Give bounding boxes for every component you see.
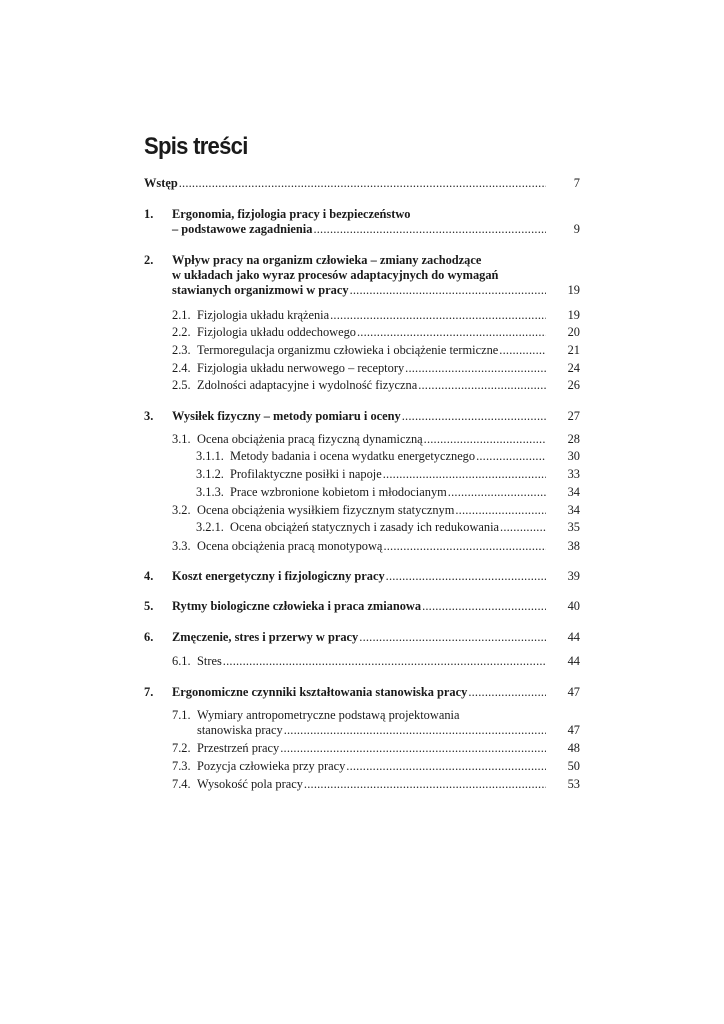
toc-entry-page-number: 33 <box>567 467 580 481</box>
toc-entry-title: Fizjologia układu krążenia <box>197 308 330 322</box>
toc-entry-page-number: 47 <box>567 685 580 699</box>
dot-leader <box>476 449 546 464</box>
toc-entry-number: 3.2. <box>172 503 191 517</box>
toc-entry-title: Ocena obciążenia wysiłkiem fizycznym statycznym <box>197 503 455 517</box>
toc-entry[interactable] <box>144 378 580 393</box>
toc-entry-number: 2.2. <box>172 325 191 339</box>
toc-entry[interactable] <box>144 599 580 614</box>
toc-entry-title: Zdolności adaptacyjne i wydolność fizyczna <box>197 378 418 392</box>
toc-entry[interactable] <box>144 539 580 554</box>
toc-entry-number: 3.1.1. <box>196 449 224 463</box>
toc-entry-page-number: 53 <box>567 777 580 791</box>
toc-entry-title: Stres <box>197 654 222 668</box>
toc-entry-page-number: 50 <box>567 759 580 773</box>
dot-leader <box>346 759 546 774</box>
toc-entry-title: stanowiska pracy <box>197 723 283 737</box>
dot-leader <box>304 777 546 792</box>
dot-leader <box>179 176 546 191</box>
toc-entry[interactable] <box>144 467 580 482</box>
toc-entry-page-number: 38 <box>567 539 580 553</box>
toc-entry-number: 3.3. <box>172 539 191 553</box>
toc-entry[interactable] <box>144 409 580 424</box>
toc-entry[interactable] <box>144 630 580 645</box>
toc-entry-text-line: w układach jako wyraz procesów adaptacyjnych do wymagań <box>172 268 499 282</box>
dot-leader <box>500 520 546 535</box>
toc-entry-page-number: 19 <box>567 283 580 297</box>
toc-entry-number: 6. <box>144 630 154 644</box>
dot-leader <box>424 432 546 447</box>
toc-entry-number: 5. <box>144 599 154 613</box>
dot-leader <box>330 308 546 323</box>
toc-entry-number: 7.3. <box>172 759 191 773</box>
dot-leader <box>383 467 546 482</box>
toc-entry-text-line: Ergonomia, fizjologia pracy i bezpieczeństwo <box>172 207 411 221</box>
toc-entry-number: 2.5. <box>172 378 191 392</box>
dot-leader <box>359 630 546 645</box>
toc-entry[interactable] <box>144 654 580 669</box>
toc-entry-text-line: Wpływ pracy na organizm człowieka – zmiany zachodzące <box>172 253 482 267</box>
toc-entry-title: Przestrzeń pracy <box>197 741 280 755</box>
toc-entry-page-number: 34 <box>567 485 580 499</box>
toc-entry-title: Ergonomiczne czynniki kształtowania stanowiska pracy <box>172 685 468 699</box>
toc-entry-title: Prace wzbronione kobietom i młodocianym <box>230 485 447 499</box>
toc-entry-title: Ocena obciążenia pracą monotypową <box>197 539 383 553</box>
dot-leader <box>386 569 546 584</box>
toc-entry-number: 3.1.3. <box>196 485 224 499</box>
toc-entry[interactable] <box>144 207 580 237</box>
toc-entry-text-line: Wymiary antropometryczne podstawą projektowania <box>197 708 460 722</box>
dot-leader <box>313 222 546 237</box>
toc-entry[interactable] <box>144 449 580 464</box>
toc-entry[interactable] <box>144 325 580 340</box>
toc-entry-page-number: 40 <box>567 599 580 613</box>
toc-entry-page-number: 19 <box>567 308 580 322</box>
toc-entry[interactable] <box>144 777 580 792</box>
toc-entry[interactable] <box>144 708 580 738</box>
toc-entry-number: 3. <box>144 409 154 423</box>
dot-leader <box>499 343 546 358</box>
toc-entry-title: stawianych organizmowi w pracy <box>172 283 349 297</box>
toc-entry[interactable] <box>144 503 580 518</box>
toc-entry-page-number: 48 <box>567 741 580 755</box>
toc-entry-title: Rytmy biologiczne człowieka i praca zmianowa <box>172 599 422 613</box>
toc-entry-number: 7.4. <box>172 777 191 791</box>
toc-entry-title: Wysokość pola pracy <box>197 777 303 791</box>
toc-entry-number: 7.2. <box>172 741 191 755</box>
dot-leader <box>422 599 546 614</box>
dot-leader <box>280 741 546 756</box>
toc-entry-page-number: 9 <box>573 222 580 236</box>
toc-entry-number: 7. <box>144 685 154 699</box>
toc-entry[interactable] <box>144 253 580 298</box>
toc-entry[interactable] <box>144 308 580 323</box>
dot-leader <box>357 325 546 340</box>
toc-entry-number: 4. <box>144 569 154 583</box>
toc-entry-page-number: 44 <box>567 630 580 644</box>
dot-leader <box>383 539 546 554</box>
toc-entry-title: Termoregulacja organizmu człowieka i obciążenie termiczne <box>197 343 499 357</box>
toc-entry-title: Wysiłek fizyczny – metody pomiaru i oceny <box>172 409 401 423</box>
toc-entry-page-number: 34 <box>567 503 580 517</box>
dot-leader <box>350 283 546 298</box>
toc-entry-number: 3.1.2. <box>196 467 224 481</box>
toc-entry-title: – podstawowe zagadnienia <box>172 222 313 236</box>
dot-leader <box>455 503 546 518</box>
toc-entry-title: Ocena obciążenia pracą fizyczną dynamiczną <box>197 432 423 446</box>
toc-entry-number: 7.1. <box>172 708 191 722</box>
toc-entry-page-number: 26 <box>567 378 580 392</box>
dot-leader <box>448 485 546 500</box>
dot-leader <box>402 409 546 424</box>
toc-entry-title: Fizjologia układu oddechowego <box>197 325 356 339</box>
dot-leader <box>223 654 546 669</box>
toc-entry-page-number: 44 <box>567 654 580 668</box>
dot-leader <box>284 723 546 738</box>
dot-leader <box>405 361 546 376</box>
toc-entry-page-number: 7 <box>573 176 580 190</box>
toc-entry-number: 6.1. <box>172 654 191 668</box>
toc-entry-number: 1. <box>144 207 154 221</box>
toc-entry-title: Ocena obciążeń statycznych i zasady ich redukowania <box>230 520 500 534</box>
toc-entry-number: 3.2.1. <box>196 520 224 534</box>
toc-entry[interactable] <box>144 741 580 756</box>
toc-entry-number: 2.3. <box>172 343 191 357</box>
toc-entry-page-number: 20 <box>567 325 580 339</box>
toc-entry[interactable] <box>144 361 580 376</box>
toc-entry-number: 3.1. <box>172 432 191 446</box>
toc-entry[interactable] <box>144 176 580 191</box>
toc-entry-number: 2.4. <box>172 361 191 375</box>
toc-entry-title: Metody badania i ocena wydatku energetycznego <box>230 449 476 463</box>
toc-entry[interactable] <box>144 343 580 358</box>
toc-entry[interactable] <box>144 485 580 500</box>
toc-entry-page-number: 39 <box>567 569 580 583</box>
toc-entry-title: Wstęp <box>144 176 178 190</box>
toc-entry-page-number: 47 <box>567 723 580 737</box>
toc-entry-title: Pozycja człowieka przy pracy <box>197 759 346 773</box>
toc-entry[interactable] <box>144 569 580 584</box>
toc-entry-page-number: 24 <box>567 361 580 375</box>
toc-entry-number: 2. <box>144 253 154 267</box>
toc-entry[interactable] <box>144 685 580 700</box>
toc-entry-page-number: 28 <box>567 432 580 446</box>
toc-entry-title: Fizjologia układu nerwowego – receptory <box>197 361 405 375</box>
toc-entry-title: Koszt energetyczny i fizjologiczny pracy <box>172 569 385 583</box>
toc-entry-page-number: 21 <box>567 343 580 357</box>
dot-leader <box>418 378 546 393</box>
toc-entry[interactable] <box>144 432 580 447</box>
toc-entry-page-number: 35 <box>567 520 580 534</box>
toc-entry[interactable] <box>144 520 580 535</box>
dot-leader <box>468 685 546 700</box>
page-title: Spis treści <box>144 133 248 160</box>
toc-entry[interactable] <box>144 759 580 774</box>
toc-entry-title: Profilaktyczne posiłki i napoje <box>230 467 382 481</box>
toc-entry-title: Zmęczenie, stres i przerwy w pracy <box>172 630 359 644</box>
toc-entry-page-number: 27 <box>567 409 580 423</box>
toc-entry-page-number: 30 <box>567 449 580 463</box>
toc-entry-number: 2.1. <box>172 308 191 322</box>
